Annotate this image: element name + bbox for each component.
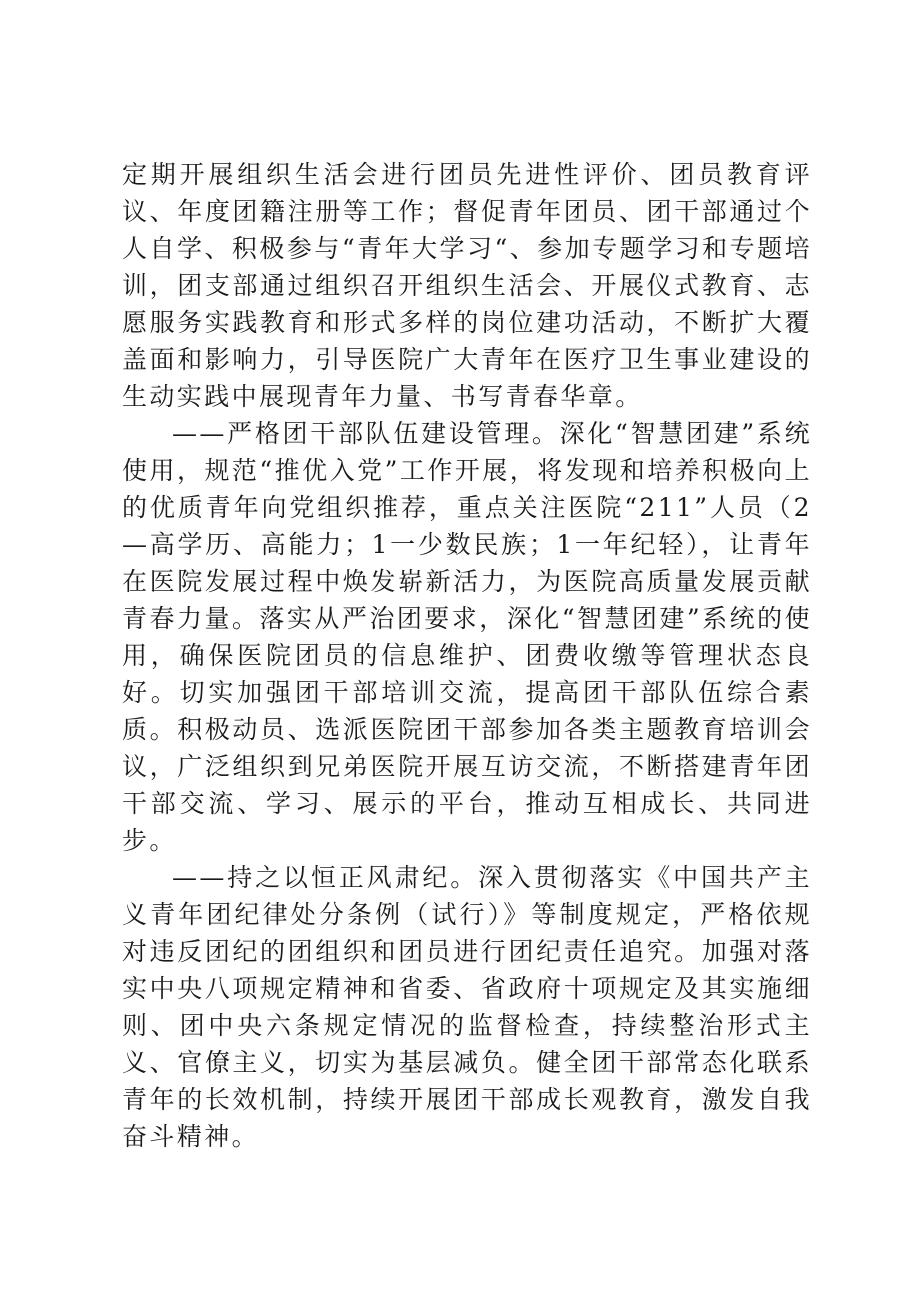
paragraph-discipline: ——持之以恒正风肃纪。深入贯彻落实《中国共产主义青年团纪律处分条例（试行）》等制度规定，严格依规对违反团纪的团组织和团员进行团纪责任追究。加强对落实中央八项规定精神和省委、省政府十项规定及其实施细则、团中央六条规定情况的监督检查，持续整治形式主义、官僚主义，切实为基层减负。健全团干部常态化联系青年的长效机制，持续开展团干部成长观教育，激发自我奋斗精神。 [122, 863, 812, 1151]
paragraph-cadre-management: ——严格团干部队伍建设管理。深化“智慧团建”系统使用，规范“推优入党”工作开展，将发现和培养积极向上的优质青年向党组织推荐，重点关注医院“211”人员（2—高学历、高能力；1一少数民族；1一年纪轻），让青年在医院发展过程中焕发崭新活力，为医院高质量发展贡献青春力量。落实从严治团要求，深化“智慧团建”系统的使用，确保医院团员的信息维护、团费收缴等管理状态良好。切实加强团干部培训交流，提高团干部队伍综合素质。积极动员、选派医院团干部参加各类主题教育培训会议，广泛组织到兄弟医院开展互访交流，不断搭建青年团干部交流、学习、展示的平台，推动互相成长、共同进步。 [122, 419, 812, 855]
paragraph-continuation: 定期开展组织生活会进行团员先进性评价、团员教育评议、年度团籍注册等工作；督促青年团员、团干部通过个人自学、积极参与“青年大学习“、参加专题学习和专题培训，团支部通过组织召开组织生活会、开展仪式教育、志愿服务实践教育和形式多样的岗位建功活动，不断扩大覆盖面和影响力，引导医院广大青年在医疗卫生事业建设的生动实践中展现青年力量、书写青春华章。 [122, 160, 812, 411]
document-body [122, 156, 812, 1155]
